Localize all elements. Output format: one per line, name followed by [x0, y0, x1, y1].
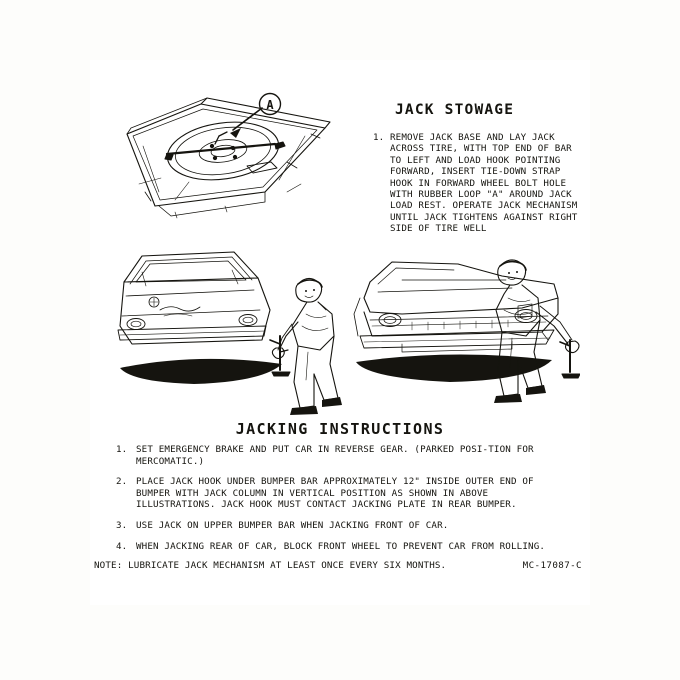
trunk-spare-tire-illustration [115, 88, 345, 223]
instruction-sheet [90, 60, 590, 605]
jacking-instructions-list [116, 444, 568, 561]
jacking-cars-illustration [102, 240, 580, 420]
jack-stowage-item-number: 1. [373, 132, 385, 143]
instruction-text: WHEN JACKING REAR OF CAR, BLOCK FRONT WHEEL TO PREVENT CAR FROM ROLLING. [136, 540, 546, 552]
instruction-number: 4. [116, 540, 128, 552]
instruction-item [116, 541, 568, 553]
instruction-number: 1. [116, 444, 128, 455]
jack-stowage-item-text: REMOVE JACK BASE AND LAY JACK ACROSS TIRE, WITH TOP END OF BAR TO LEFT AND LOAD HOOK POINTING FORWARD, INSERT TIE-DOWN STRAP HOOK IN FORWARD WHEEL BOLT HOLE WITH RUBBER LOOP "A" AROUND JACK LOAD REST. OPERATE JACK MECHANISM UNTIL JACK TIGHTENS AGAINST RIGHT SIDE OF TIRE WELL [390, 132, 578, 235]
instruction-number: 2. [116, 476, 128, 488]
instruction-text: PLACE JACK HOOK UNDER BUMPER BAR APPROXIMATELY 12" INSIDE OUTER END OF BUMPER WITH JACK COLUMN IN VERTICAL POSITION AS SHOWN IN ABOVE ILLUSTRATIONS. JACK HOOK MUST CONTACT JACKING PLATE IN REAR BUMPER. [136, 476, 534, 511]
jacking-instructions-title: JACKING INSTRUCTIONS [235, 420, 445, 438]
maintenance-note: NOTE: LUBRICATE JACK MECHANISM AT LEAST ONCE EVERY SIX MONTHS. [94, 560, 447, 571]
instruction-item [116, 520, 568, 532]
instruction-item [116, 476, 568, 511]
instruction-text: USE JACK ON UPPER BUMPER BAR WHEN JACKING FRONT OF CAR. [136, 519, 449, 531]
part-number: MC-17087-C [522, 560, 582, 571]
jack-stowage-title: JACK STOWAGE [395, 102, 515, 118]
callout-letter: A [266, 98, 274, 112]
instruction-item [116, 444, 568, 467]
instruction-number: 3. [116, 519, 128, 531]
instruction-text: SET EMERGENCY BRAKE AND PUT CAR IN REVERSE GEAR. (PARKED POSI-TION FOR MERCOMATIC.) [136, 444, 534, 467]
jack-stowage-instruction [373, 132, 583, 235]
